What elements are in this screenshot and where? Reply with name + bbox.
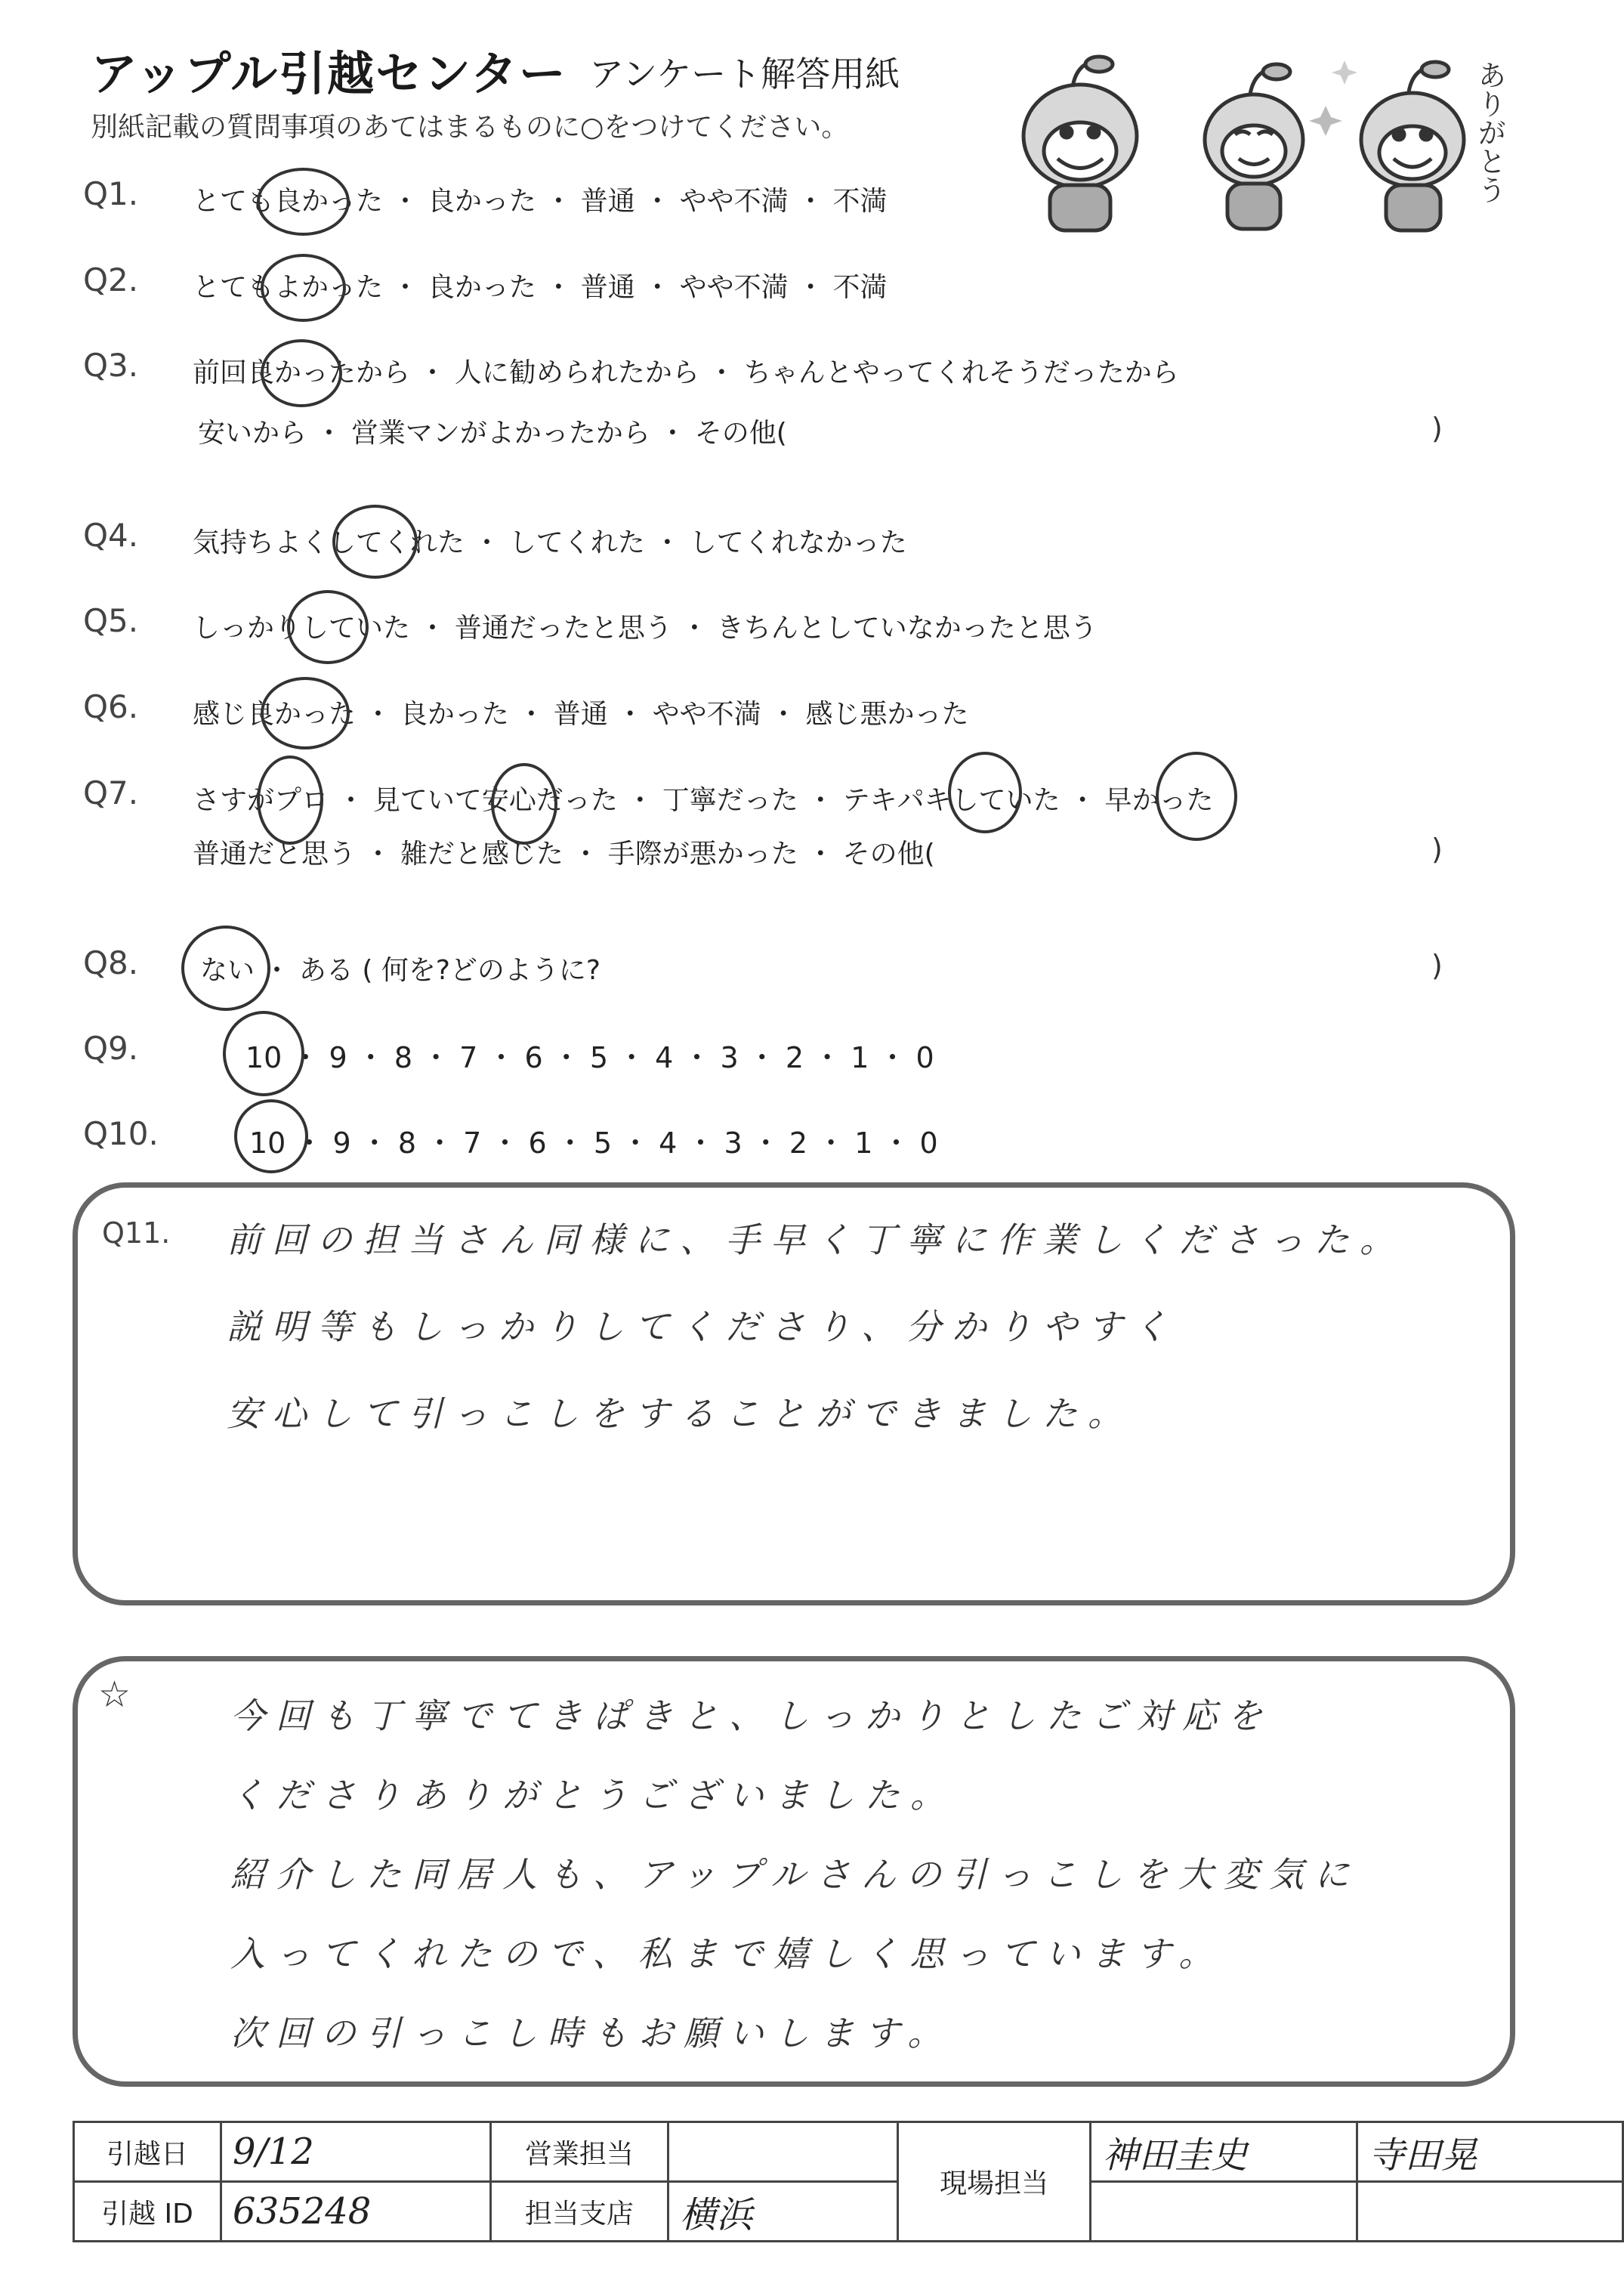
q10-scale: 10 ・ 9 ・ 8 ・ 7 ・ 6 ・ 5 ・ 4 ・ 3 ・ 2 ・ 1 ・ 0 xyxy=(249,1126,938,1160)
q11-comment-line3: 安心して引っこしをすることができました。 xyxy=(227,1393,1133,1434)
q11-label: Q11. xyxy=(102,1216,171,1250)
q1-options: とても良かった ・ 良かった ・ 普通 ・ やや不満 ・ 不満 xyxy=(193,186,888,217)
q10-answer-circle xyxy=(234,1099,308,1173)
staff-reply-line5: 次回の引っこし時もお願いします。 xyxy=(230,2013,953,2054)
q9-scale: 10 ・ 9 ・ 8 ・ 7 ・ 6 ・ 5 ・ 4 ・ 3 ・ 2 ・ 1 ・ 0 xyxy=(245,1041,934,1074)
q4-options: 気持ちよくしてくれた ・ してくれた ・ してくれなかった xyxy=(193,527,907,558)
move-date-value: 9/12 xyxy=(221,2122,491,2182)
q3-close-paren: ) xyxy=(1431,412,1443,445)
q7-options-line1: さすがプロ ・ 見ていて安心だった ・ 丁寧だった ・ テキパキしていた ・ 早かった xyxy=(193,785,1214,816)
q3-options-line2: 安いから ・ 営業マンがよかったから ・ その他( xyxy=(198,418,787,449)
q6-options: 感じ良かった ・ 良かった ・ 普通 ・ やや不満 ・ 感じ悪かった xyxy=(193,699,969,730)
branch-label: 担当支店 xyxy=(490,2182,668,2242)
q11-comment-line1: 前回の担当さん同様に、手早く丁寧に作業しくださった。 xyxy=(227,1219,1405,1260)
site-staff-1: 神田圭史 xyxy=(1091,2122,1357,2182)
q10-label: Q10. xyxy=(83,1115,159,1152)
q5-answer-circle xyxy=(287,590,369,664)
staff-reply-line1: 今回も丁寧でてきぱきと、しっかりとしたご対応を xyxy=(230,1695,1273,1736)
site-staff-2: 寺田晃 xyxy=(1357,2122,1622,2182)
q7-answer-circle-tekipaki xyxy=(948,752,1022,833)
q6-answer-circle xyxy=(261,677,350,749)
form-subtitle: アンケート解答用紙 xyxy=(589,54,900,94)
q8-answer-circle xyxy=(181,926,270,1011)
form-title: アップル引越センター xyxy=(91,46,567,101)
q7-options-line2: 普通だと思う ・ 雑だと感じた ・ 手際が悪かった ・ その他( xyxy=(193,839,935,870)
site-staff-label: 現場担当 xyxy=(898,2122,1091,2242)
q8-label: Q8. xyxy=(83,944,139,981)
q3-label: Q3. xyxy=(83,347,139,384)
sales-staff-label: 営業担当 xyxy=(490,2122,668,2182)
q3-options-line1: 前回良かったから ・ 人に勧められたから ・ ちゃんとやってくれそうだったから xyxy=(193,357,1179,388)
q7-answer-circle-pro xyxy=(257,756,323,845)
q6-label: Q6. xyxy=(83,688,139,725)
q8-options: ない ・ ある ( 何を?どのように? xyxy=(200,955,601,986)
q5-options: しっかりしていた ・ 普通だったと思う ・ きちんとしていなかったと思う xyxy=(193,613,1098,644)
q4-label: Q4. xyxy=(83,517,139,554)
q9-label: Q9. xyxy=(83,1030,139,1067)
q11-comment-line2: 説明等もしっかりしてくださり、分かりやすく xyxy=(227,1306,1178,1347)
site-staff-3 xyxy=(1091,2182,1357,2242)
q7-close-paren: ) xyxy=(1431,833,1443,866)
q5-label: Q5. xyxy=(83,602,139,639)
q3-answer-circle xyxy=(261,339,342,407)
q8-close-paren: ) xyxy=(1431,949,1443,982)
q1-label: Q1. xyxy=(83,175,139,212)
q2-label: Q2. xyxy=(83,261,139,298)
move-id-label: 引越 ID xyxy=(74,2182,221,2242)
move-date-label: 引越日 xyxy=(74,2122,221,2182)
q2-answer-circle xyxy=(261,254,346,322)
star-icon: ☆ xyxy=(98,1673,131,1716)
q7-label: Q7. xyxy=(83,774,139,811)
mascot-speech: ありがとう xyxy=(1473,60,1506,204)
site-staff-4 xyxy=(1357,2182,1622,2242)
q2-options: とてもよかった ・ 良かった ・ 普通 ・ やや不満 ・ 不満 xyxy=(193,272,888,303)
staff-reply-line4: 入ってくれたので、私まで嬉しく思っています。 xyxy=(230,1933,1224,1974)
staff-reply-line2: くださりありがとうございました。 xyxy=(230,1775,956,1816)
q7-answer-circle-anshin xyxy=(491,763,557,845)
q7-answer-circle-hayakatta xyxy=(1156,752,1237,841)
monkey-mascot-illustration xyxy=(982,45,1511,242)
instruction-text: 別紙記載の質問事項のあてはまるものに○をつけてください。 xyxy=(91,112,849,143)
move-id-value: 635248 xyxy=(221,2182,491,2242)
branch-value: 横浜 xyxy=(668,2182,898,2242)
q1-answer-circle xyxy=(257,168,350,236)
staff-reply-line3: 紹介した同居人も、アップルさんの引っこしを大変気に xyxy=(230,1854,1360,1895)
q4-answer-circle xyxy=(332,505,418,579)
q9-answer-circle xyxy=(223,1011,304,1096)
sales-staff-value xyxy=(668,2122,898,2182)
footer-info-table xyxy=(73,2121,1624,2242)
